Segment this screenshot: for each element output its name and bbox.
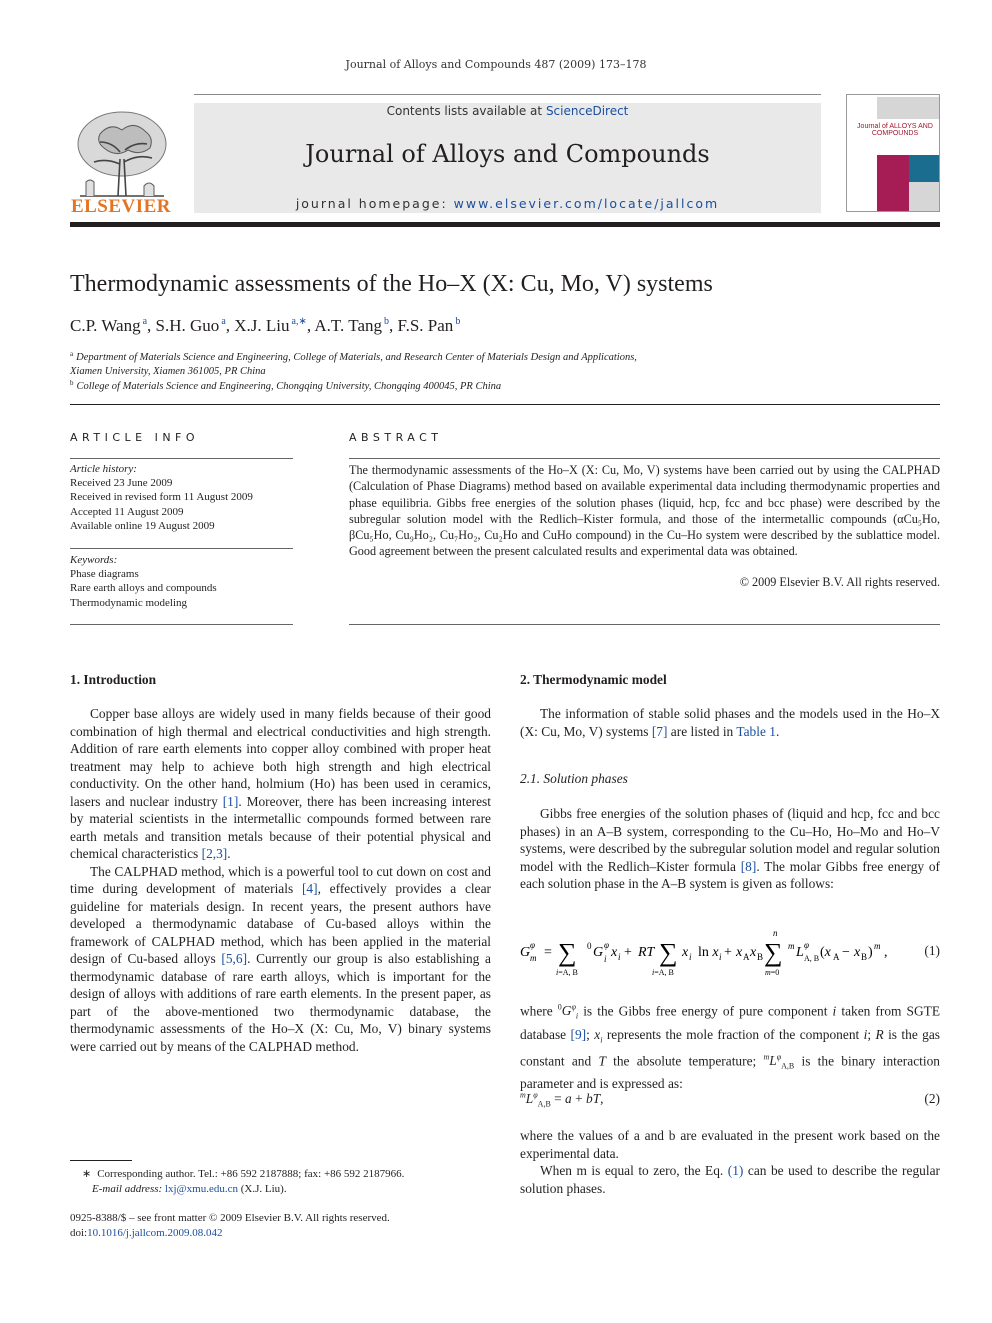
homepage-line xyxy=(194,196,821,211)
svg-text:i=A, B: i=A, B xyxy=(556,968,578,977)
sciencedirect-link[interactable]: ScienceDirect xyxy=(545,104,629,118)
ref-link[interactable]: [5,6] xyxy=(221,951,248,966)
svg-text:,: , xyxy=(884,945,888,960)
contents-prefix: Contents lists available at xyxy=(386,104,546,118)
article-history xyxy=(70,462,293,533)
abstract-copyright: © 2009 Elsevier B.V. All rights reserved. xyxy=(739,575,940,589)
symbol-l: $^mL^\varphi_{A,B}$ xyxy=(763,1052,795,1071)
section-heading-thermodynamic-model: 2. Thermodynamic model xyxy=(520,672,667,687)
keywords xyxy=(70,553,293,610)
ref-link[interactable]: [2,3] xyxy=(201,846,228,861)
article-title: Thermodynamic assessments of the Ho–X (X: Cu, Mo, V) systems xyxy=(70,271,713,297)
intro-paragraph-1: Copper base alloys are widely used in many fields because of their good combination of high thermal and electrical conductivities and high strength. Addition of rare earth elements into copper alloy combined with proper heat treatment may help to achieve both high strength and high electrical conductivity. On the other hand, holmium (Ho) has been used in ceramics, lasers and nuclear industry [1]. Moreover, there has been increasing interest by material scientists in the intermetallic compounds formed between rare earth metals and transition metals because of their potential physical and chemical characteristics [2,3]. xyxy=(70,706,491,861)
introduction-body xyxy=(70,705,491,1055)
affiliation-mark: b xyxy=(70,379,74,387)
svg-text:A: A xyxy=(833,952,840,962)
equation-2 xyxy=(520,1091,940,1115)
info-rule xyxy=(70,624,293,625)
affiliation-text: Department of Materials Science and Engineering, College of Materials, and Research Center of Materials Design and Applications, xyxy=(76,352,637,363)
masthead-top-rule xyxy=(194,94,821,95)
elsevier-wordmark: ELSEVIER xyxy=(70,196,172,217)
asterisk-mark: ∗ xyxy=(82,1168,92,1180)
svg-text:=: = xyxy=(544,945,552,960)
keywords-label: Keywords: xyxy=(70,554,118,566)
contents-line xyxy=(194,104,821,118)
svg-text:n: n xyxy=(773,928,778,938)
abstract-rule xyxy=(349,458,940,459)
svg-text:A: A xyxy=(743,952,750,962)
ref-link[interactable]: [4] xyxy=(301,881,318,896)
author-affiliation-mark[interactable]: b xyxy=(384,316,389,327)
svg-text:RT: RT xyxy=(638,945,655,960)
svg-text:B: B xyxy=(757,952,764,962)
svg-text:−: − xyxy=(842,945,850,960)
svg-text:i: i xyxy=(689,952,692,962)
svg-text:φ: φ xyxy=(604,940,609,950)
history-online: Available online 19 August 2009 xyxy=(70,519,215,532)
author-affiliation-mark[interactable]: a xyxy=(221,316,226,327)
subsection-heading-solution-phases: 2.1. Solution phases xyxy=(520,771,628,786)
svg-text:x: x xyxy=(682,945,689,960)
affiliation-text: Xiamen University, Xiamen 361005, PR China xyxy=(70,366,266,377)
email-link[interactable]: lxj@xmu.edu.cn xyxy=(164,1183,238,1195)
ref-link[interactable]: [7] xyxy=(651,723,668,739)
affiliation-mark: a xyxy=(70,350,74,358)
homepage-prefix: journal homepage: xyxy=(295,196,454,211)
svg-text:x: x xyxy=(736,945,743,960)
cover-magenta-block xyxy=(877,155,909,212)
keyword: Phase diagrams xyxy=(70,568,139,581)
svg-text:i: i xyxy=(618,952,621,962)
svg-text:L: L xyxy=(796,945,804,960)
doi-line: doi:10.1016/j.jallcom.2009.08.042 xyxy=(70,1227,223,1239)
affiliation-b xyxy=(70,376,940,394)
svg-text:m: m xyxy=(874,941,881,951)
keyword: Rare earth alloys and compounds xyxy=(70,582,217,595)
section-heading-introduction: 1. Introduction xyxy=(70,672,157,687)
svg-text:∑: ∑ xyxy=(659,938,678,967)
equation-ref-link[interactable]: (1) xyxy=(727,1163,744,1178)
solution-phases-paragraph: Gibbs free energies of the solution phases of (liquid and hcp, fcc and bcc phases) in an A–B system, corresponding to the Cu–Ho, Ho–Mo and Ho–V systems, were described by the subregular solution model and regular solution model with the Redlich–Kister formula [8]. The molar Gibbs free energy of each solution phase in the A–B system is given as follows: xyxy=(520,806,940,891)
equation-2-explanation: where the values of a and b are evaluated in the present work based on the experimental data. When m is equal to zero, the Eq. (1) can be used to describe the regular solution phases. xyxy=(520,1128,940,1196)
history-accepted: Accepted 11 August 2009 xyxy=(70,505,184,518)
corresponding-author-footnote: ∗ Corresponding author. Tel.: +86 592 2187888; fax: +86 592 2187966. E-mail address: lxj@xmu.edu.cn (X.J. Liu). xyxy=(82,1168,405,1195)
author-affiliation-mark[interactable]: b xyxy=(455,316,461,327)
equation-1 xyxy=(520,925,940,981)
author-name: F.S. Pan xyxy=(397,316,454,335)
keyword: Thermodynamic modeling xyxy=(70,596,187,609)
ref-link[interactable]: [8] xyxy=(740,858,757,874)
info-rule xyxy=(70,458,293,459)
journal-cover-thumbnail xyxy=(846,94,940,212)
cover-title: Journal of ALLOYS AND COMPOUNDS xyxy=(857,123,933,137)
cover-grey-block-top xyxy=(877,97,940,119)
history-received: Received 23 June 2009 xyxy=(70,477,173,490)
author-affiliation-mark[interactable]: a xyxy=(142,316,148,327)
equation-number: (2) xyxy=(924,1091,940,1106)
equation-1-formula xyxy=(520,925,900,981)
history-revised: Received in revised form 11 August 2009 xyxy=(70,491,253,504)
svg-text:m=0: m=0 xyxy=(765,968,780,977)
svg-text:(x: (x xyxy=(820,945,831,960)
svg-text:+: + xyxy=(724,945,732,960)
abstract-bottom-rule xyxy=(349,624,940,625)
ref-link[interactable]: [9] xyxy=(570,1026,587,1042)
equation-number: (1) xyxy=(924,943,940,958)
masthead-bottom-rule xyxy=(70,222,940,227)
author-list: C.P. Wang $^a$, S.H. Guo $^a$, X.J. Liu $^{a,∗}$, A.T. Tang $^b$, F.S. Pan $^b$ xyxy=(70,316,461,335)
table-1-link[interactable]: Table 1 xyxy=(736,723,776,739)
author-name: C.P. Wang xyxy=(70,316,141,335)
history-label: Article history: xyxy=(70,463,137,475)
svg-text:x: x xyxy=(854,945,861,960)
svg-text:G: G xyxy=(520,945,531,960)
author-name: S.H. Guo xyxy=(155,316,220,335)
svg-text:0: 0 xyxy=(587,941,592,951)
svg-text:): ) xyxy=(868,945,873,960)
svg-text:G: G xyxy=(593,945,604,960)
svg-text:φ: φ xyxy=(530,940,535,950)
info-rule xyxy=(70,548,293,549)
journal-title: Journal of Alloys and Compounds xyxy=(305,140,710,168)
model-intro-paragraph: The information of stable solid phases and the models used in the Ho–X (X: Cu, Mo, V) systems [7] are listed in Table 1. xyxy=(520,706,940,739)
symbol-g0: $^0G^\varphi_i$ xyxy=(557,1003,579,1022)
svg-text:A, B: A, B xyxy=(804,954,820,963)
affiliation-text: College of Materials Science and Engineering, Chongqing University, Chongqing 400045, PR China xyxy=(76,381,502,392)
svg-text:x: x xyxy=(750,945,757,960)
equation-2-formula: $^mL^\varphi_{A,B} = a$ + bT, xyxy=(520,1091,604,1110)
svg-text:m: m xyxy=(788,941,795,951)
abstract-text: The thermodynamic assessments of the Ho–X (X: Cu, Mo, V) systems have been carried out by using the CALPHAD (Calculation of Phase Diagrams) method based on available experimental data including thermodynamic properties and phase equilibria. Gibbs free energies of the solution phases (liquid, hcp, fcc and bcc phase) were described by the subregular solution model with the Redlich–Kister formula, and those of the intermetallic compounds (αCu₅Ho, βCu₅Ho, Cu₉Ho₂, Cu₇Ho₂, Cu₂Ho and CuHo compound) in the Cu–Ho system were described by the sublattice model. Good agreement between the present calculated results and experimental data was obtained. xyxy=(349,463,940,559)
front-matter-rule xyxy=(70,404,940,405)
svg-text:ln x: ln x xyxy=(698,945,719,960)
author-name: A.T. Tang xyxy=(314,316,382,335)
svg-text:i=A, B: i=A, B xyxy=(652,968,674,977)
svg-text:m: m xyxy=(530,953,537,963)
svg-text:x: x xyxy=(611,945,618,960)
doi-link[interactable]: 10.1016/j.jallcom.2009.08.042 xyxy=(87,1227,223,1239)
abstract-heading: ABSTRACT xyxy=(349,431,443,444)
svg-text:+: + xyxy=(624,945,632,960)
tree-icon xyxy=(78,112,166,196)
svg-text:∑: ∑ xyxy=(558,938,577,967)
equation-1-explanation: where $^0G^\varphi_i$ is the Gibbs free energy of pure component i taken from SGTE database [9]; $x_i$ represents the mole fraction of the component i; R is the gas constant and T the absolute temperature; $^mL^\varphi_{A,B}$ is the binary interaction parameter and is expressed as: xyxy=(520,1003,941,1092)
article-info-heading: ARTICLE INFO xyxy=(70,431,200,444)
issn-line: 0925-8388/$ – see front matter © 2009 Elsevier B.V. All rights reserved. xyxy=(70,1212,390,1224)
ref-link[interactable]: [1] xyxy=(222,793,239,809)
svg-text:B: B xyxy=(861,952,868,962)
author-name: X.J. Liu xyxy=(234,316,290,335)
footnote-rule xyxy=(70,1160,132,1161)
svg-text:φ: φ xyxy=(804,940,809,950)
affiliation-a xyxy=(70,347,940,379)
svg-text:∑: ∑ xyxy=(764,938,783,967)
running-head: Journal of Alloys and Compounds 487 (2009) 173–178 xyxy=(345,58,647,71)
intro-paragraph-2: The CALPHAD method, which is a powerful tool to cut down on cost and time during development of materials [4], effectively provides a clear guideline for materials design. In recent years, the present authors have developed a thermodynamic database of Cu-based alloys within the framework of CALPHAD method, which has been applied in the material design of Cu-based alloys [5,6]. Currently our group is also establishing a thermodynamic database of rare earth alloys, which is important for the design of alloys with additions of rare earth elements. In the present paper, as part of the above-mentioned two thermodynamic database, the thermodynamic assessments of the Ho–X (X: Cu, Mo, V) binary systems were carried out by means of the CALPHAD method. xyxy=(70,863,491,1054)
author-affiliation-mark[interactable]: a,∗ xyxy=(291,316,307,327)
cover-grey-block xyxy=(909,182,940,212)
svg-text:i: i xyxy=(719,952,722,962)
svg-text:i: i xyxy=(604,954,607,964)
homepage-link[interactable]: www.elsevier.com/locate/jallcom xyxy=(453,196,720,211)
cover-teal-block xyxy=(909,155,940,182)
regular-solution-paragraph: When m is equal to zero, the Eq. (1) can be used to describe the regular solution phases. xyxy=(520,1163,940,1196)
